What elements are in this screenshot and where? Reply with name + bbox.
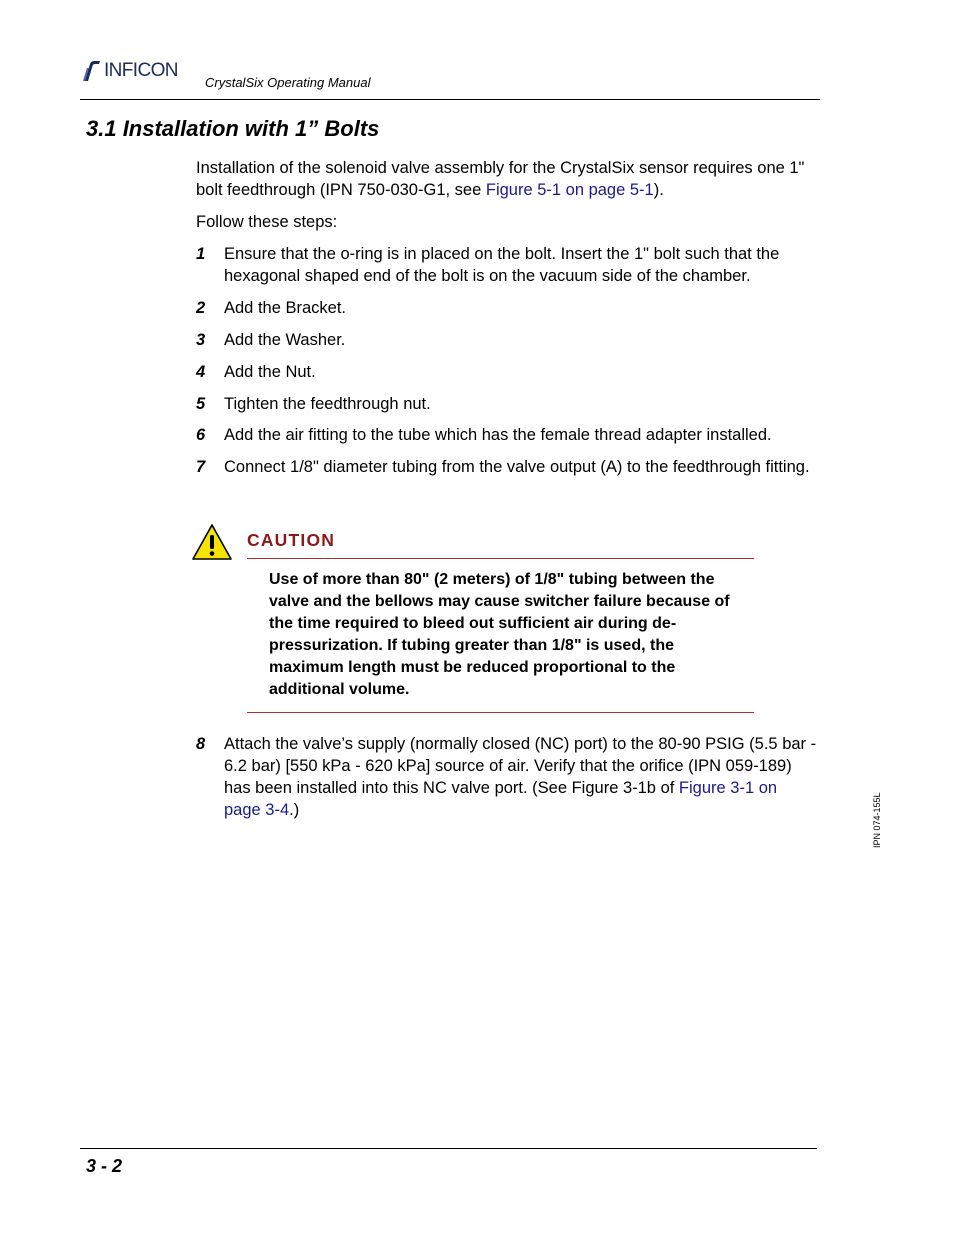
step-item (196, 424, 816, 446)
header-divider (80, 99, 820, 100)
step-number: 4 (196, 363, 206, 381)
follow-steps-text: Follow these steps: (196, 213, 338, 231)
step-text (224, 733, 818, 821)
brand-name: INFICON (104, 60, 178, 81)
step-8-text: Attach the valve’s supply (normally closed (NC) port) to the 80-90 PSIG (5.5 bar - 6.2 bar) [550 kPa - 620 kPa] source of air. Verify that the orifice (IPN 059-189) has been installed into this NC valve port. (See Figure 3-1b of (224, 735, 817, 797)
step-8-text-end: .) (289, 801, 300, 819)
step-item (196, 243, 816, 287)
step-text: Add the air fitting to the tube which has the female thread adapter installed. (224, 426, 772, 444)
caution-divider-top (247, 558, 754, 559)
step-text: Add the Washer. (224, 331, 346, 349)
step-number: 3 (196, 331, 206, 349)
brand-logo (82, 59, 178, 83)
caution-divider-bottom (247, 712, 754, 713)
caution-label: CAUTION (247, 530, 336, 550)
step-text: Add the Nut. (224, 363, 316, 381)
warning-triangle-icon (191, 523, 233, 561)
step-item (196, 297, 816, 319)
caution-text: Use of more than 80" (2 meters) of 1/8" tubing between the valve and the bellows may cause switcher failure because of the time required to bleed out sufficient air during de-pressurization. If tubing greater than 1/8" is used, the maximum length must be reduced proportional to the additional volume. (269, 571, 730, 698)
step-text: Add the Bracket. (224, 299, 346, 317)
figure-5-1-link[interactable]: Figure 5-1 on page 5-1 (485, 181, 654, 199)
step-text: Connect 1/8" diameter tubing from the valve output (A) to the feedthrough fitting. (224, 458, 810, 476)
step-text: Tighten the feedthrough nut. (224, 395, 431, 413)
step-number: 1 (196, 245, 206, 263)
step-number: 2 (196, 299, 206, 317)
step-number: 7 (196, 458, 206, 476)
intro-text: Installation of the solenoid valve assembly for the CrystalSix sensor requires one 1" bolt feedthrough (IPN 750-030-G1, see (196, 159, 805, 199)
intro-paragraph (196, 157, 816, 201)
step-number: 6 (196, 426, 206, 444)
step-number: 5 (196, 395, 206, 413)
step-text: Ensure that the o-ring is in placed on the bolt. Insert the 1" bolt such that the hexagonal shaped end of the bolt is on the vacuum side of the chamber. (224, 245, 780, 285)
figure-3-1-link[interactable]: Figure 3-1 on page 3-4 (224, 779, 778, 819)
step-item (196, 393, 816, 415)
step-item (196, 361, 816, 383)
page-number: 3 - 2 (86, 1156, 123, 1176)
inficon-logo-icon (82, 60, 102, 82)
step-item (196, 329, 816, 351)
manual-title: CrystalSix Operating Manual (205, 75, 371, 90)
intro-text-end: ). (653, 181, 664, 199)
document-ipn: IPN 074-155L (872, 792, 882, 848)
step-number: 8 (196, 735, 206, 753)
section-heading: 3.1 Installation with 1” Bolts (86, 116, 380, 141)
step-item (196, 733, 818, 821)
footer-divider (80, 1148, 817, 1149)
step-item (196, 456, 816, 478)
